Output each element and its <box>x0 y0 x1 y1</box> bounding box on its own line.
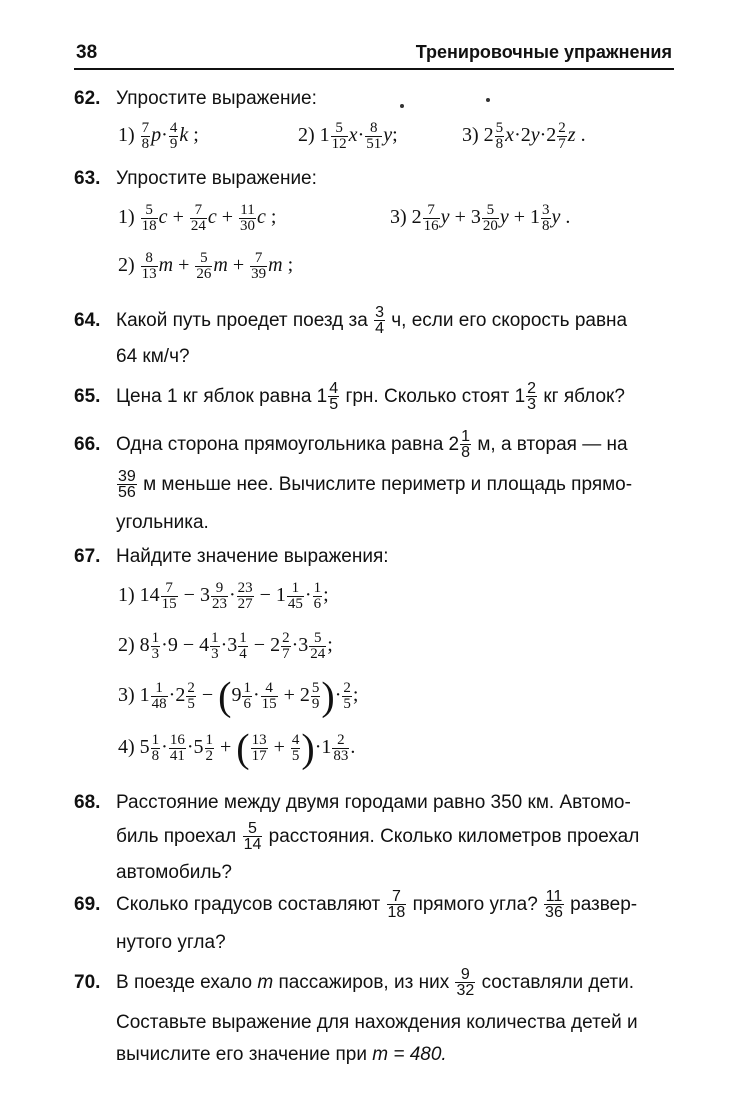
problem-text: Упростите выражение: <box>116 168 317 189</box>
speck-mark <box>486 98 490 102</box>
problem-number: 64. <box>74 310 101 331</box>
problem-67 <box>74 540 674 780</box>
problem-text: угольника. <box>116 512 209 533</box>
expression-63-2: 2) $\frac{8}{13}$ m + $\frac{5}{26}$ m + $\frac{7}{39}$ m ; <box>118 249 294 282</box>
expression-67-4: 4) 5 $\frac{1}{8}$ · $\frac{16}{41}$ ·5 $\frac{1}{2}$ + ( $\frac{13}{17}$ + $\frac{4}{5}$ )·1 $\frac{2}{83}$ . <box>118 725 356 771</box>
problem-number: 67. <box>74 546 101 567</box>
problem-text: нутого угла? <box>116 932 226 953</box>
problem-text: Составьте выражение для нахождения количества детей и <box>116 1012 638 1033</box>
problem-63 <box>74 162 674 302</box>
problem-69 <box>74 888 674 960</box>
page-number: 38 <box>76 42 98 63</box>
expression-62-1: 1) $\frac{7}{8}$ p· $\frac{4}{9}$ k ; <box>118 119 199 152</box>
speck-mark <box>400 104 404 108</box>
problem-number: 69. <box>74 894 101 915</box>
expression-67-3: 3) 1 $\frac{1}{48}$ ·2 $\frac{2}{5}$ − (9 $\frac{1}{6}$ · $\frac{4}{15}$ + 2 $\frac{5}{9}$ )· $\frac{2}{5}$ ; <box>118 673 359 719</box>
problem-number: 68. <box>74 792 101 813</box>
problem-text: автомобиль? <box>116 862 232 883</box>
section-title: Тренировочные упражнения <box>415 42 672 62</box>
problem-65 <box>74 380 674 420</box>
expression-63-3: 3) 2 $\frac{7}{16}$ y + 3 $\frac{5}{20}$ y + 1 $\frac{3}{8}$ y . <box>390 201 571 234</box>
problem-number: 66. <box>74 434 101 455</box>
problem-64 <box>74 304 674 376</box>
problem-text: $\frac{39}{56}$ м меньше нее. Вычислите периметр и площадь прямо- <box>118 468 633 502</box>
problem-66 <box>74 428 674 538</box>
running-header <box>74 42 674 70</box>
expression-67-1: 1) 14 $\frac{7}{15}$ − 3 $\frac{9}{23}$ · $\frac{23}{27}$ − 1 $\frac{1}{45}$ · $\frac{1}{6}$ ; <box>118 579 329 612</box>
expression-62-3: 3) 2 $\frac{5}{8}$ x·2y·2 $\frac{2}{7}$ z . <box>462 119 586 152</box>
problem-number: 63. <box>74 168 101 189</box>
problem-text: Упростите выражение: <box>116 88 317 109</box>
expression-62-2: 2) 1 $\frac{5}{12}$ x· $\frac{8}{51}$ y; <box>298 119 398 152</box>
problem-text: биль проехал $\frac{5}{14}$ расстояния. Сколько километров проехал <box>116 820 640 854</box>
problem-text: Одна сторона прямоугольника равна 2 $\frac{1}{8}$ м, а вторая — на <box>116 428 628 462</box>
problem-text: Найдите значение выражения: <box>116 546 389 567</box>
problem-text: Какой путь проедет поезд за $\frac{3}{4}$ ч, если его скорость равна <box>116 304 628 338</box>
problem-number: 62. <box>74 88 101 109</box>
expression-63-1: 1) $\frac{5}{18}$ c + $\frac{7}{24}$ c + $\frac{11}{30}$ c ; <box>118 201 277 234</box>
problem-70 <box>74 966 674 1076</box>
problem-text: Сколько градусов составляют $\frac{7}{18}$ прямого угла? $\frac{11}{36}$ развер- <box>116 888 638 922</box>
problem-text: В поезде ехало m пассажиров, из них $\frac{9}{32}$ составляли дети. <box>116 966 635 1000</box>
problem-number: 65. <box>74 386 101 407</box>
problem-text: 64 км/ч? <box>116 346 190 367</box>
expression-67-2: 2) 8 $\frac{1}{3}$ ·9 − 4 $\frac{1}{3}$ ·3 $\frac{1}{4}$ − 2 $\frac{2}{7}$ ·3 $\frac{5}{24}$ ; <box>118 629 333 662</box>
problem-text: Цена 1 кг яблок равна 1 $\frac{4}{5}$ грн. Сколько стоят 1 $\frac{2}{3}$ кг яблок? <box>116 380 625 414</box>
problem-68 <box>74 786 674 886</box>
problem-number: 70. <box>74 972 101 993</box>
problem-text: вычислите его значение при m = 480. <box>116 1044 447 1065</box>
problem-text: Расстояние между двумя городами равно 350 км. Автомо- <box>116 792 631 813</box>
